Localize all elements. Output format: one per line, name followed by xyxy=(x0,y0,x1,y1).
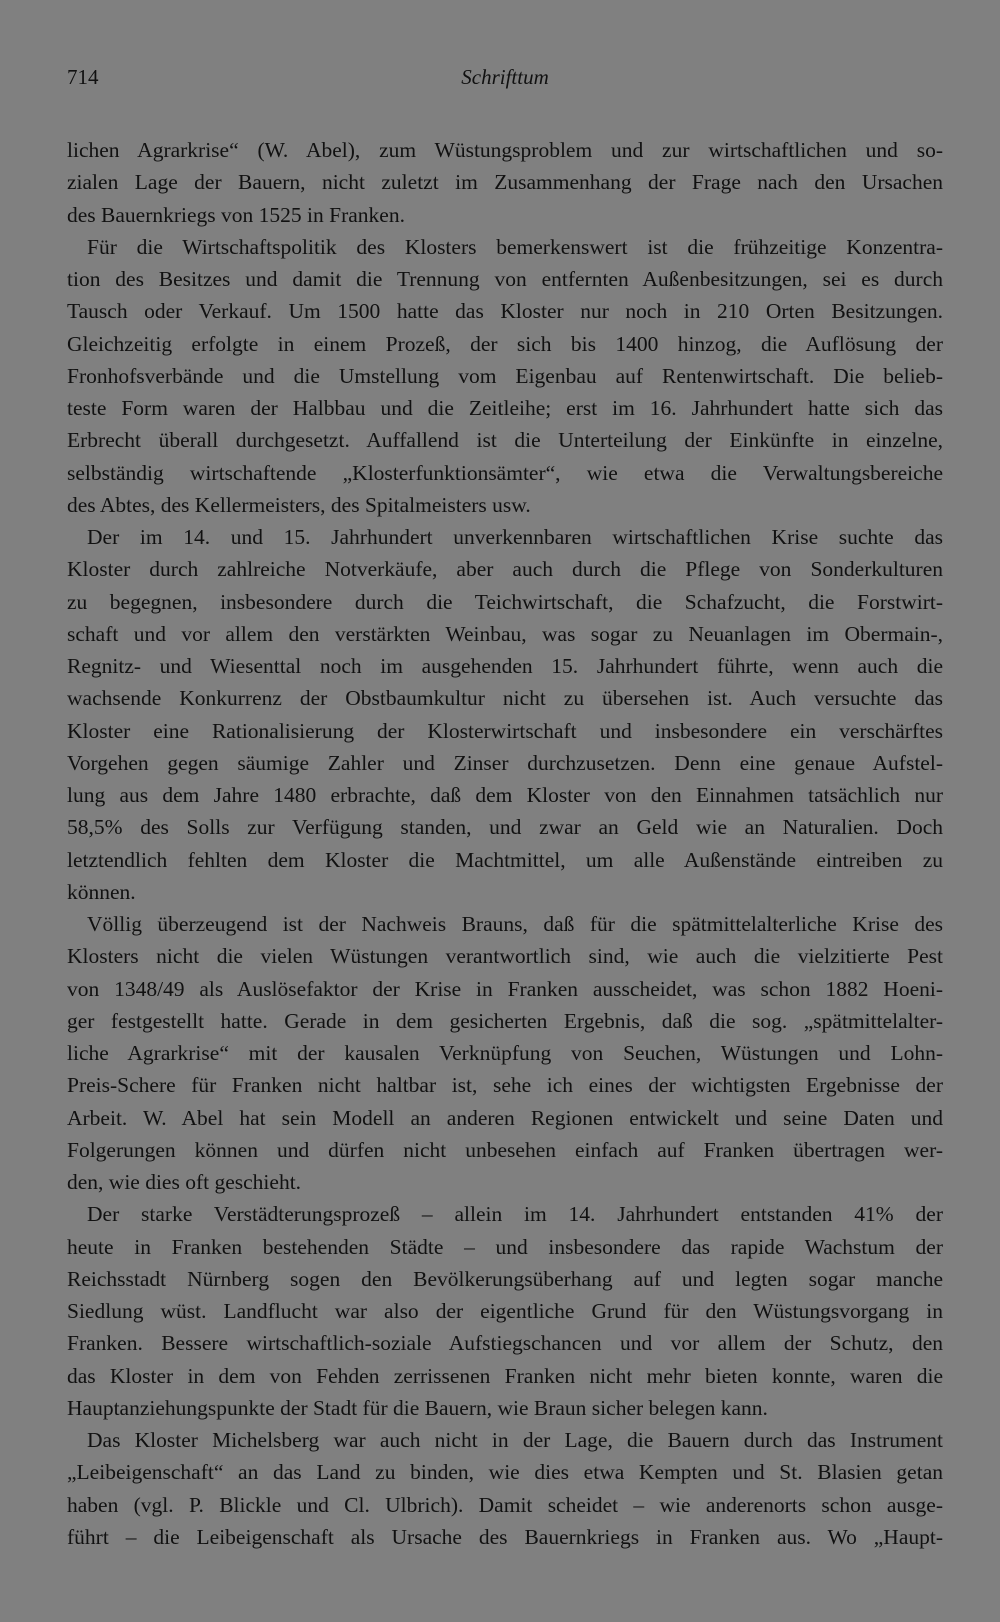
text-line: Regnitz- und Wiesenttal noch im ausgehenden 15. Jahrhundert führte, wenn auch die xyxy=(67,654,943,678)
text-line: das Kloster in dem von Fehden zerrissenen Franken nicht mehr bieten konnte, waren die xyxy=(67,1363,943,1388)
text-line: Arbeit. W. Abel hat sein Modell an anderen Regionen entwickelt und seine Daten und xyxy=(67,1105,943,1130)
text-line: Hauptanziehungspunkte der Stadt für die Bauern, wie Braun sicher belegen kann. xyxy=(67,1395,768,1420)
text-line: den, wie dies oft geschieht. xyxy=(67,1170,302,1194)
text-line: des Abtes, des Kellermeisters, des Spitalmeisters usw. xyxy=(67,492,531,517)
text-line: Tausch oder Verkauf. Um 1500 hatte das Kloster nur noch in 210 Orten Besitzungen. xyxy=(67,299,943,324)
text-line: Kloster durch zahlreiche Notverkäufe, aber auch durch die Pflege von Sonderkulturen xyxy=(67,557,943,582)
text-line: „Leibeigenschaft“ an das Land zu binden, wie dies etwa Kempten und St. Blasien getan xyxy=(67,1460,943,1485)
text-line: Der starke Verstädterungsprozeß – allein im 14. Jahrhundert entstanden 41% der xyxy=(87,1202,943,1227)
page-header xyxy=(67,60,943,94)
text-line: selbständig wirtschaftende „Klosterfunktionsämter“, wie etwa die Verwaltungsbereiche xyxy=(67,460,943,485)
text-line: lung aus dem Jahre 1480 erbrachte, daß dem Kloster von den Einnahmen tatsächlich nur xyxy=(67,783,943,807)
text-line: können. xyxy=(67,879,136,904)
text-line: Fronhofsverbände und die Umstellung vom Eigenbau auf Rentenwirtschaft. Die belieb- xyxy=(67,363,943,388)
text-line: von 1348/49 als Auslösefaktor der Krise in Franken ausscheidet, was schon 1882 Hoeni- xyxy=(67,976,943,1001)
text-line: Klosters nicht die vielen Wüstungen verantwortlich sind, wie auch die vielzitierte Pest xyxy=(67,944,943,969)
text-line: des Bauernkriegs von 1525 in Franken. xyxy=(67,202,405,227)
running-head: Schrifttum xyxy=(461,65,549,89)
text-line: teste Form waren der Halbbau und die Zeitleihe; erst im 16. Jahrhundert hatte sich das xyxy=(67,396,943,420)
text-line: Erbrecht überall durchgesetzt. Auffallend ist die Unterteilung der Einkünfte in einzelne, xyxy=(67,428,943,453)
text-line: heute in Franken bestehenden Städte – und insbesondere das rapide Wachstum der xyxy=(67,1234,943,1259)
body-text xyxy=(67,134,943,1553)
page-number: 714 xyxy=(67,65,99,89)
text-line: ger festgestellt hatte. Gerade in dem gesicherten Ergebnis, daß die sog. „spätmittelalter- xyxy=(67,1008,943,1033)
text-line: Der im 14. und 15. Jahrhundert unverkennbaren wirtschaftlichen Krise suchte das xyxy=(87,525,943,549)
text-line: lichen Agrarkrise“ (W. Abel), zum Wüstungsproblem und zur wirtschaftlichen und so- xyxy=(67,138,943,162)
text-line: Folgerungen können und dürfen nicht unbesehen einfach auf Franken übertragen wer- xyxy=(67,1137,943,1162)
text-line: schaft und vor allem den verstärkten Weinbau, was sogar zu Neuanlagen im Obermain-, xyxy=(67,621,943,646)
text-line: führt – die Leibeigenschaft als Ursache des Bauernkriegs in Franken aus. Wo „Haupt- xyxy=(67,1524,943,1549)
text-line: tion des Besitzes und damit die Trennung von entfernten Außenbesitzungen, sei es durch xyxy=(67,267,943,291)
text-line: Vorgehen gegen säumige Zahler und Zinser durchzusetzen. Denn eine genaue Aufstel- xyxy=(67,750,943,775)
text-line: zialen Lage der Bauern, nicht zuletzt im Zusammenhang der Frage nach den Ursachen xyxy=(67,170,943,195)
text-line: Gleichzeitig erfolgte in einem Prozeß, der sich bis 1400 hinzog, die Auflösung der xyxy=(67,331,943,356)
text-line: wachsende Konkurrenz der Obstbaumkultur nicht zu übersehen ist. Auch versuchte das xyxy=(67,686,943,711)
text-line: Völlig überzeugend ist der Nachweis Brauns, daß für die spätmittelalterliche Krise des xyxy=(87,912,943,936)
text-line: Franken. Bessere wirtschaftlich-soziale Aufstiegschancen und vor allem der Schutz, den xyxy=(67,1331,943,1356)
text-line: letztendlich fehlten dem Kloster die Machtmittel, um alle Außenstände eintreiben zu xyxy=(67,847,943,872)
text-line: Kloster eine Rationalisierung der Klosterwirtschaft und insbesondere ein verschärftes xyxy=(67,718,943,743)
text-line: Preis-Schere für Franken nicht haltbar ist, sehe ich eines der wichtigsten Ergebnisse der xyxy=(67,1073,943,1098)
text-line: liche Agrarkrise“ mit der kausalen Verknüpfung von Seuchen, Wüstungen und Lohn- xyxy=(67,1041,943,1065)
text-line: Das Kloster Michelsberg war auch nicht in der Lage, die Bauern durch das Instrument xyxy=(87,1428,943,1452)
text-line: Für die Wirtschaftspolitik des Klosters bemerkenswert ist die frühzeitige Konzentra- xyxy=(87,234,943,259)
text-line: Siedlung wüst. Landflucht war also der eigentliche Grund für den Wüstungsvorgang in xyxy=(67,1299,943,1323)
text-line: Reichsstadt Nürnberg sogen den Bevölkerungsüberhang auf und legten sogar manche xyxy=(67,1266,943,1291)
text-line: 58,5% des Solls zur Verfügung standen, und zwar an Geld wie an Naturalien. Doch xyxy=(67,815,943,840)
text-line: haben (vgl. P. Blickle und Cl. Ulbrich). Damit scheidet – wie anderenorts schon ausge- xyxy=(67,1492,943,1517)
text-line: zu begegnen, insbesondere durch die Teichwirtschaft, die Schafzucht, die Forstwirt- xyxy=(67,589,943,614)
